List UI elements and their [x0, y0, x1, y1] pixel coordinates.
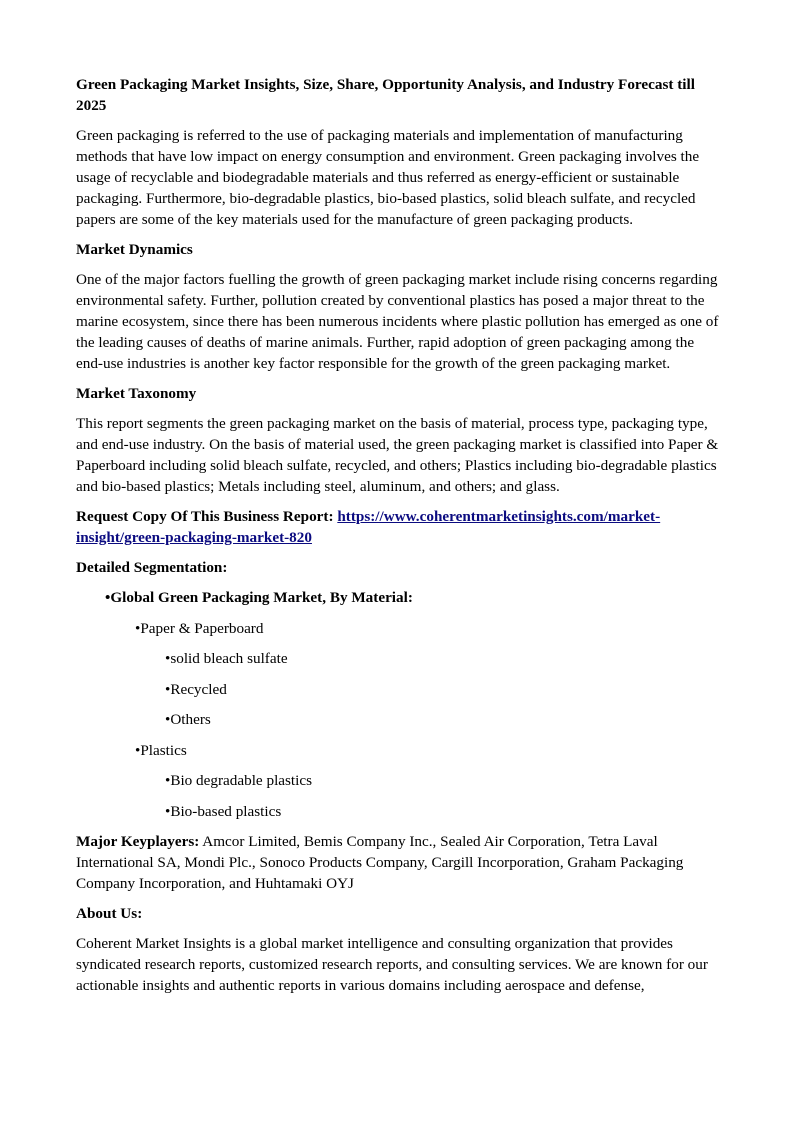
market-dynamics-paragraph: One of the major factors fuelling the growth of green packaging market include rising concerns regarding environmental safety. Further, pollution created by conventional plastics has posed a major threat to the marine ecosystem, since there has been numerous incidents where plastic pollution has emerged as one of the leading causes of deaths of marine animals. Further, rapid adoption of green packaging among the end-use industries is another key factor responsible for the growth of the green packaging market.	[76, 271, 719, 372]
about-heading: About Us:	[76, 905, 143, 922]
market-taxonomy-paragraph: This report segments the green packaging market on the basis of material, process type, packaging type, and end-use industry. On the basis of material used, the green packaging market is classified into Paper & Paperboard including solid bleach sulfate, recycled, and others; Plastics including bio-degradable plastics and bio-based plastics; Metals including steel, aluminum, and others; and glass.	[76, 415, 719, 495]
segment-paper-item: •Others	[165, 711, 211, 728]
segment-plastics-item: •Bio-based plastics	[165, 802, 282, 820]
segment-plastics-item: •Bio degradable plastics	[165, 772, 313, 789]
segmentation-heading: Detailed Segmentation:	[76, 559, 228, 576]
segment-paper-item: •solid bleach sulfate	[165, 650, 288, 667]
document-title: Green Packaging Market Insights, Size, Share, Opportunity Analysis, and Industry Forecast till 2025	[76, 76, 695, 114]
keyplayers-label: Major Keyplayers:	[76, 833, 200, 850]
document-page	[76, 74, 721, 1005]
market-dynamics-heading: Market Dynamics	[76, 241, 193, 258]
market-taxonomy-heading: Market Taxonomy	[76, 385, 197, 402]
request-copy-line	[76, 506, 721, 548]
report-link[interactable]: https://www.coherentmarketinsights.com/market-insight/green-packaging-market-820	[76, 508, 661, 546]
segment-paper-item: •Recycled	[165, 680, 227, 698]
intro-paragraph: Green packaging is referred to the use of packaging materials and implementation of manufacturing methods that have low impact on energy consumption and environment. Green packaging involves the usage of recyclable and biodegradable materials and thus referred as energy-efficient or sustainable packaging. Furthermore, bio-degradable plastics, bio-based plastics, solid bleach sulfate, and recycled papers are some of the key materials used for the manufacture of green packaging products.	[76, 127, 700, 228]
segment-plastics: •Plastics	[135, 741, 187, 759]
request-copy-label: Request Copy Of This Business Report:	[76, 508, 338, 525]
about-paragraph: Coherent Market Insights is a global market intelligence and consulting organization that provides syndicated research reports, customized research reports, and consulting services. We are known for our actionable insights and authentic reports in various domains including aerospace and defense,	[76, 935, 708, 994]
segment-material: •Global Green Packaging Market, By Material:	[105, 589, 413, 606]
keyplayers-list: Amcor Limited, Bemis Company Inc., Sealed Air Corporation, Tetra Laval International SA, Mondi Plc., Sonoco Products Company, Cargill Incorporation, Graham Packaging Company Incorporation, and Huhtamaki OYJ	[76, 833, 684, 892]
keyplayers-paragraph	[76, 831, 721, 894]
segment-paper: •Paper & Paperboard	[135, 619, 264, 637]
